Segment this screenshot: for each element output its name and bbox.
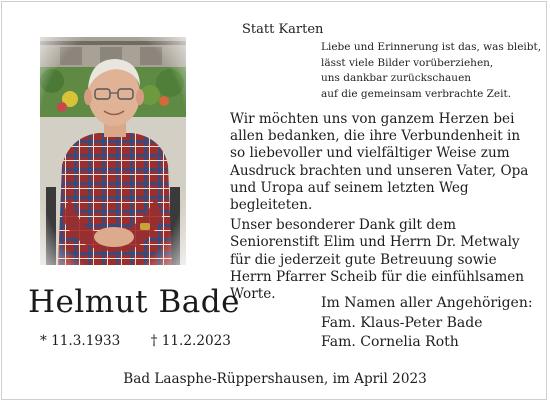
poem-line: lässt viele Bilder vorüberziehen, <box>321 56 494 69</box>
special-thanks-paragraph: Unser besonderer Dank gilt dem Seniorenstift Elim und Herrn Dr. Metwaly für die jederzeit gute Betreuung sowie Herrn Pfarrer Scheib für die einfühlsamen Worte. <box>230 217 525 303</box>
signoff-intro: Im Namen aller Angehörigen: <box>321 295 533 311</box>
thank-you-text <box>230 111 530 306</box>
statt-karten-heading: Statt Karten <box>242 22 324 37</box>
poem-line: uns dankbar zurückschauen <box>321 72 472 85</box>
portrait-photo <box>40 37 186 265</box>
obituary-notice <box>1 1 547 400</box>
life-dates <box>40 333 231 349</box>
thank-you-paragraph: Wir möchten uns von ganzem Herzen bei allen bedanken, die ihre Verbundenheit in so liebevoller und vielfältiger Weise zum Ausdruck brachten und unseren Vater, Opa und Uropa auf seinem letzten Weg begleiteten. <box>230 111 529 214</box>
birth-date: * 11.3.1933 <box>40 333 121 349</box>
memorial-poem <box>321 40 541 102</box>
family-name: Fam. Klaus-Peter Bade <box>321 314 483 331</box>
poem-line: Liebe und Erinnerung ist das, was bleibt, <box>321 41 542 53</box>
family-signoff <box>321 294 533 353</box>
deceased-name: Helmut Bade <box>28 284 240 320</box>
place-and-date: Bad Laasphe-Rüppershausen, im April 2023 <box>123 371 427 387</box>
family-name: Fam. Cornelia Roth <box>321 334 459 350</box>
poem-line: auf die gemeinsam verbrachte Zeit. <box>321 87 512 100</box>
death-date: † 11.2.2023 <box>150 333 231 349</box>
